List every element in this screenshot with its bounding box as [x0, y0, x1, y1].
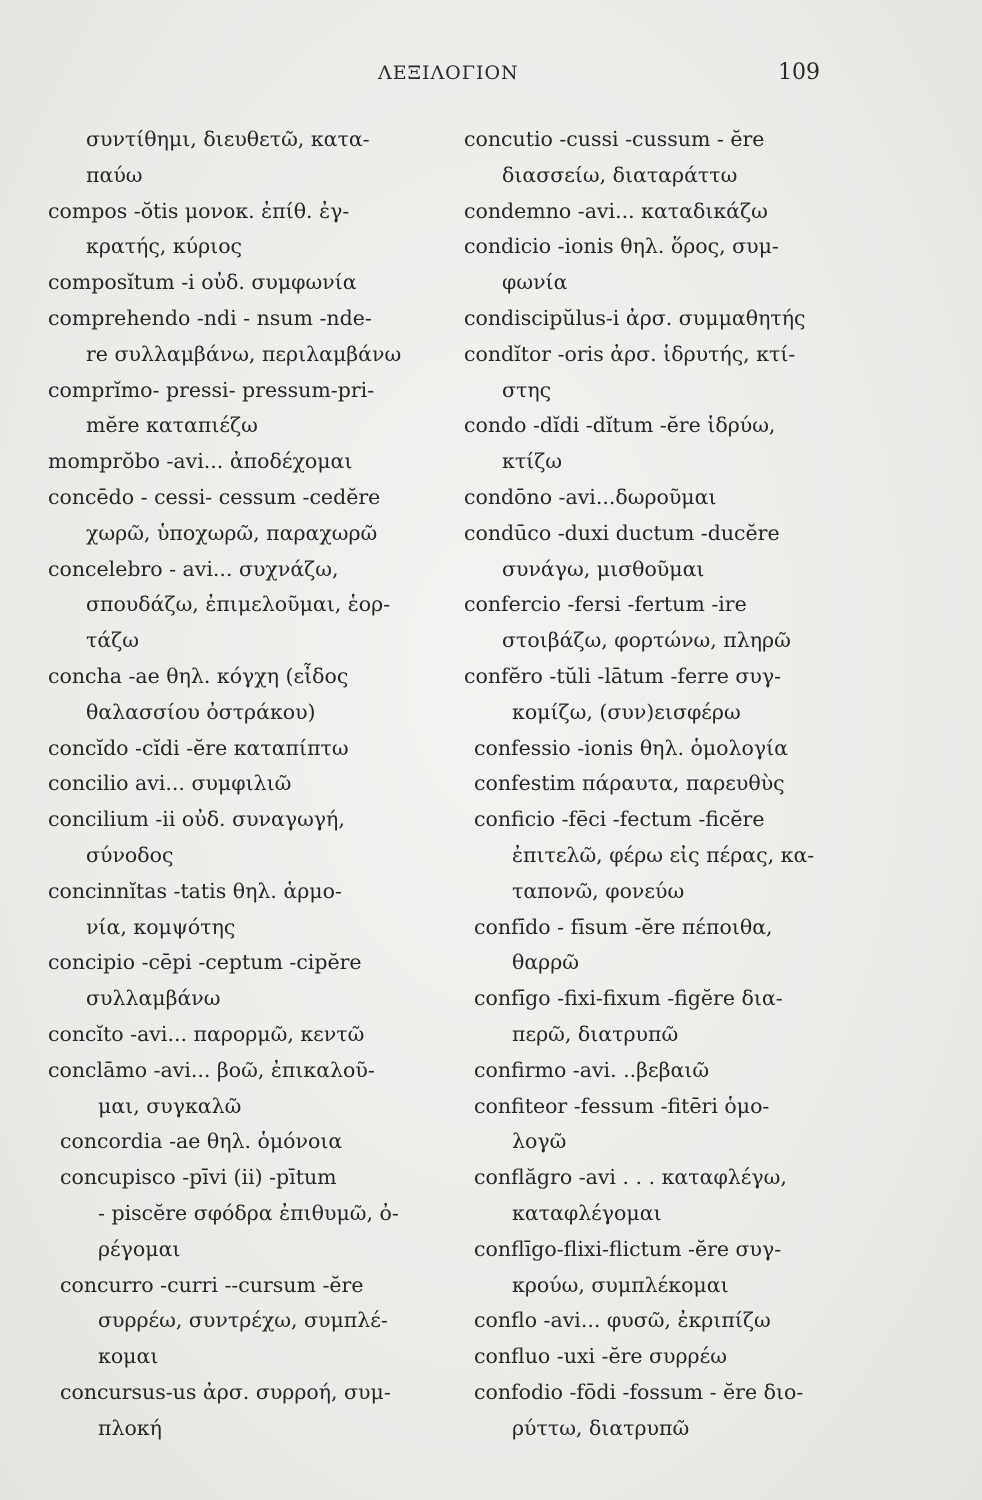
entry-continuation-line: συντίθημι, διευθετῶ, κατα- — [86, 127, 370, 151]
entry-headword-line: condōno -avi...δωροῦμαι — [464, 484, 717, 509]
entry-headword-line: comprehendo -ndi - nsum -nde- — [48, 305, 372, 330]
entry-headword-line: concelebro - avi... συχνάζω, — [48, 556, 339, 581]
entry-headword-line: condo -dĭdi -dĭtum -ĕre ἱδρύω, — [464, 413, 776, 438]
entry-headword-line: confĕro -tŭli -lātum -ferre συγ- — [464, 663, 782, 688]
entry-headword-line: concĭto -avi... παρορμῶ, κεντῶ — [48, 1021, 365, 1046]
entry-headword-line: concursus-us ἀρσ. συρροή, συμ- — [60, 1379, 391, 1404]
entry-headword-line: conflăgro -avi . . . καταφλέγω, — [474, 1165, 787, 1190]
entry-headword-line: condicio -ionis θηλ. ὅρος, συμ- — [464, 234, 779, 259]
entry-continuation-line: θαλασσίου ὀστράκου) — [86, 699, 316, 724]
entry-headword-line: condiscipŭlus-i ἀρσ. συμμαθητής — [464, 305, 806, 330]
running-head — [0, 62, 982, 92]
right-column — [464, 122, 884, 1446]
entry-headword-line: confiteor -fessum -fitēri ὁμο- — [474, 1093, 770, 1118]
running-title: ΛΕΞΙΛΟΓΙΟΝ — [378, 62, 519, 84]
left-column — [48, 122, 478, 1446]
entry-continuation-line: κρούω, συμπλέκομαι — [512, 1272, 729, 1297]
entry-headword-line: condĭtor -oris ἀρσ. ἱδρυτής, κτί- — [464, 341, 796, 366]
entry-headword-line: confīdo - fīsum -ĕre πέποιθα, — [474, 914, 773, 939]
entry-continuation-line: συρρέω, συντρέχω, συμπλέ- — [98, 1308, 388, 1333]
entry-headword-line: concēdo - cessi- cessum -cedĕre — [48, 484, 381, 509]
entry-continuation-line: ταπονῶ, φονεύω — [512, 878, 685, 903]
entry-headword-line: confirmo -avi. ..βεβαιῶ — [474, 1057, 710, 1082]
entry-headword-line: conflīgo-flixi-flictum -ĕre συγ- — [474, 1236, 782, 1261]
entry-continuation-line: κομαι — [98, 1344, 159, 1369]
entry-continuation-line: mĕre καταπιέζω — [86, 413, 258, 438]
entry-continuation-line: καταφλέγομαι — [512, 1200, 662, 1225]
entry-headword-line: concinnĭtas -tatis θηλ. ἁρμο- — [48, 878, 342, 903]
entry-continuation-line: τάζω — [86, 628, 140, 653]
entry-continuation-line: διασσείω, διαταράττω — [502, 162, 738, 187]
entry-continuation-line: στοιβάζω, φορτώνω, πληρῶ — [502, 628, 791, 653]
entry-continuation-line: re συλλαμβάνω, περιλαμβάνω — [86, 341, 402, 366]
entry-continuation-line: μαι, συγκαλῶ — [98, 1093, 242, 1118]
entry-headword-line: concutio -cussi -cussum - ĕre — [464, 127, 765, 151]
entry-continuation-line: θαρρῶ — [512, 950, 580, 975]
entry-continuation-line: στης — [502, 377, 552, 402]
entry-continuation-line: - piscĕre σφόδρα ἐπιθυμῶ, ὀ- — [98, 1200, 399, 1225]
entry-continuation-line: σπουδάζω, ἐπιμελοῦμαι, ἑορ- — [86, 592, 391, 617]
entry-continuation-line: συλλαμβάνω — [86, 986, 221, 1011]
entry-headword-line: concilium -ii οὐδ. συναγωγή, — [48, 807, 345, 832]
entry-continuation-line: συνάγω, μισθοῦμαι — [502, 556, 705, 581]
page-number: 109 — [778, 60, 820, 85]
entry-continuation-line: νία, κομψότης — [86, 914, 236, 939]
entry-continuation-line: παύω — [86, 162, 143, 187]
entry-continuation-line: περῶ, διατρυπῶ — [512, 1021, 679, 1046]
entry-headword-line: condūco -duxi ductum -ducĕre — [464, 520, 780, 545]
entry-headword-line: momprŏbo -avi... ἀποδέχομαι — [48, 449, 353, 474]
entry-headword-line: condemno -avi... καταδικάζω — [464, 198, 768, 223]
entry-headword-line: comprĭmo- pressi- pressum-pri- — [48, 377, 375, 402]
entry-continuation-line: σύνοδος — [86, 842, 174, 867]
entry-continuation-line: κρατής, κύριος — [86, 234, 243, 259]
entry-headword-line: concilio avi... συμφιλιῶ — [48, 771, 292, 796]
entry-headword-line: concordia -ae θηλ. ὁμόνοια — [60, 1129, 343, 1154]
entry-headword-line: confercio -fersi -fertum -ire — [464, 592, 747, 617]
entry-continuation-line: λογῶ — [512, 1129, 567, 1154]
entry-continuation-line: φωνία — [502, 270, 568, 295]
entry-headword-line: compos -ŏtis μονοκ. ἐπίθ. ἐγ- — [48, 198, 350, 223]
entry-continuation-line: ρέγομαι — [98, 1236, 181, 1261]
entry-continuation-line: κτίζω — [502, 449, 563, 474]
entry-headword-line: conficio -fēci -fectum -ficĕre — [474, 807, 765, 832]
entry-headword-line: concupisco -pīvi (ii) -pītum — [60, 1165, 337, 1190]
entry-headword-line: concha -ae θηλ. κόγχη (εἶδος — [48, 663, 349, 688]
entry-headword-line: confodio -fōdi -fossum - ĕre διο- — [474, 1379, 804, 1404]
entry-continuation-line: χωρῶ, ὑποχωρῶ, παραχωρῶ — [86, 520, 378, 545]
entry-headword-line: conflo -avi... φυσῶ, ἐκριπίζω — [474, 1308, 771, 1333]
entry-headword-line: conclāmo -avi... βοῶ, ἐπικαλοῦ- — [48, 1057, 375, 1082]
entry-headword-line: confluo -uxi -ĕre συρρέω — [474, 1344, 727, 1369]
entry-continuation-line: πλοκή — [98, 1415, 162, 1440]
entry-continuation-line: ἐπιτελῶ, φέρω εἰς πέρας, κα- — [512, 842, 815, 867]
entry-continuation-line: ρύττω, διατρυπῶ — [512, 1415, 690, 1440]
entry-headword-line: concĭdo -cĭdi -ĕre καταπίπτω — [48, 735, 349, 760]
entry-continuation-line: κομίζω, (συν)εισφέρω — [512, 699, 741, 724]
entry-headword-line: confessio -ionis θηλ. ὁμολογία — [474, 735, 788, 760]
entry-headword-line: concipio -cēpi -ceptum -cipĕre — [48, 950, 362, 975]
entry-headword-line: composĭtum -i οὐδ. συμφωνία — [48, 270, 357, 295]
entry-headword-line: confīgo -fixi-fixum -figĕre δια- — [474, 986, 783, 1011]
entry-headword-line: concurro -curri --cursum -ĕre — [60, 1272, 364, 1297]
entry-headword-line: confestim πάραυτα, παρευθὺς — [474, 771, 785, 796]
